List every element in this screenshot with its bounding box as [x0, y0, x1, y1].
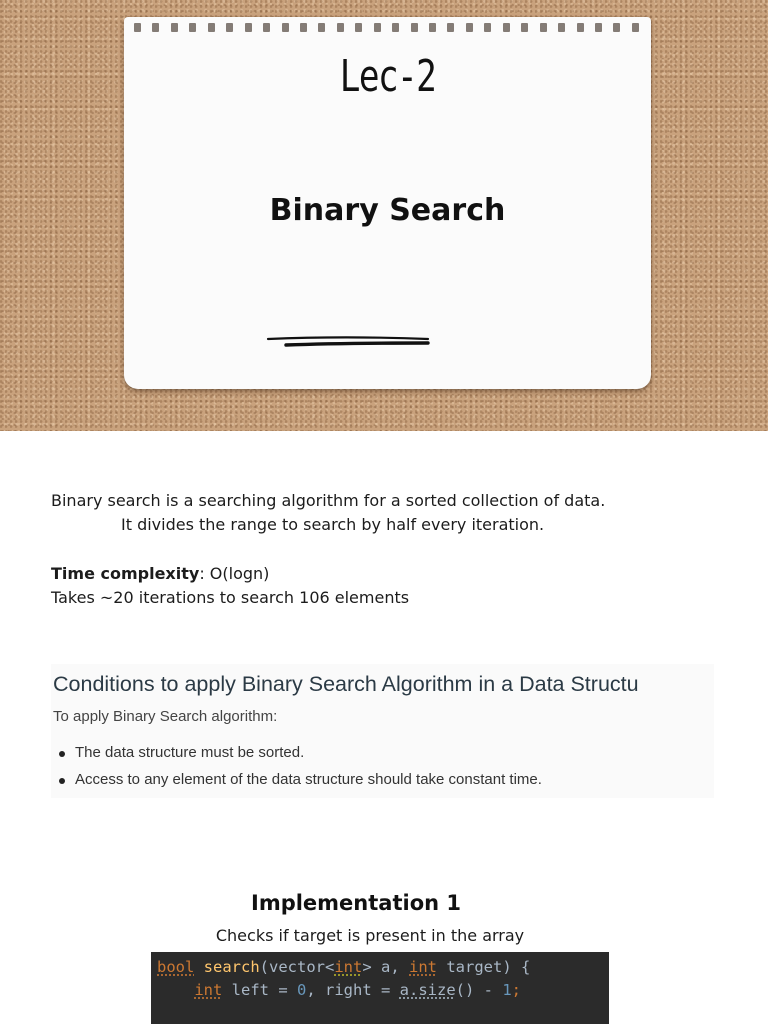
conditions-title: Conditions to apply Binary Search Algorithm in a Data Structu: [53, 672, 639, 696]
conditions-intro: To apply Binary Search algorithm:: [53, 708, 278, 725]
complexity-value: : O(logn): [199, 564, 270, 583]
code-token-number: 0: [296, 981, 307, 999]
spiral-holes: [134, 23, 639, 33]
code-block: [151, 952, 609, 1024]
code-token-keyword: bool: [157, 958, 195, 976]
cork-board-background: [0, 0, 768, 431]
complexity-note: Takes ~20 iterations to search 106 elements: [51, 588, 410, 607]
conditions-box: [51, 664, 714, 798]
code-token-text: (vector<: [259, 958, 335, 976]
code-token-text: () -: [455, 981, 503, 999]
code-indent: [157, 981, 194, 999]
complexity-line: [51, 562, 731, 586]
code-token-text: target) {: [437, 958, 531, 976]
conditions-list: [59, 744, 542, 798]
code-token-number: 1: [502, 981, 512, 999]
code-token-text: > a,: [362, 958, 409, 976]
complexity-section: [51, 562, 731, 610]
code-token-text: , right =: [306, 981, 400, 999]
implementation-subtitle: Checks if target is present in the array: [215, 926, 525, 945]
list-item: Access to any element of the data structure should take constant time.: [59, 771, 542, 798]
code-token-type: int: [334, 958, 363, 976]
notepad-sheet: [124, 17, 651, 389]
implementation-title: Implementation 1: [251, 891, 461, 915]
code-token-text: left =: [222, 981, 297, 999]
intro-line-2: It divides the range to search by half every iteration.: [121, 515, 545, 534]
lecture-title: Lec-2: [339, 51, 436, 102]
code-token-type: int: [194, 981, 223, 999]
lecture-subtitle: Binary Search: [269, 193, 506, 228]
code-token-text: ;: [511, 981, 522, 999]
code-line-1: [157, 958, 530, 976]
code-token-type: int: [409, 958, 437, 976]
handwritten-underline: [266, 334, 432, 350]
complexity-label: Time complexity: [51, 564, 200, 583]
intro-paragraph: [51, 489, 731, 537]
list-item: The data structure must be sorted.: [59, 744, 542, 771]
code-line-2: [157, 981, 521, 999]
intro-line-1: Binary search is a searching algorithm for a sorted collection of data.: [51, 491, 606, 510]
code-token-call: a.size: [399, 981, 456, 999]
code-token-function: search: [203, 958, 260, 976]
